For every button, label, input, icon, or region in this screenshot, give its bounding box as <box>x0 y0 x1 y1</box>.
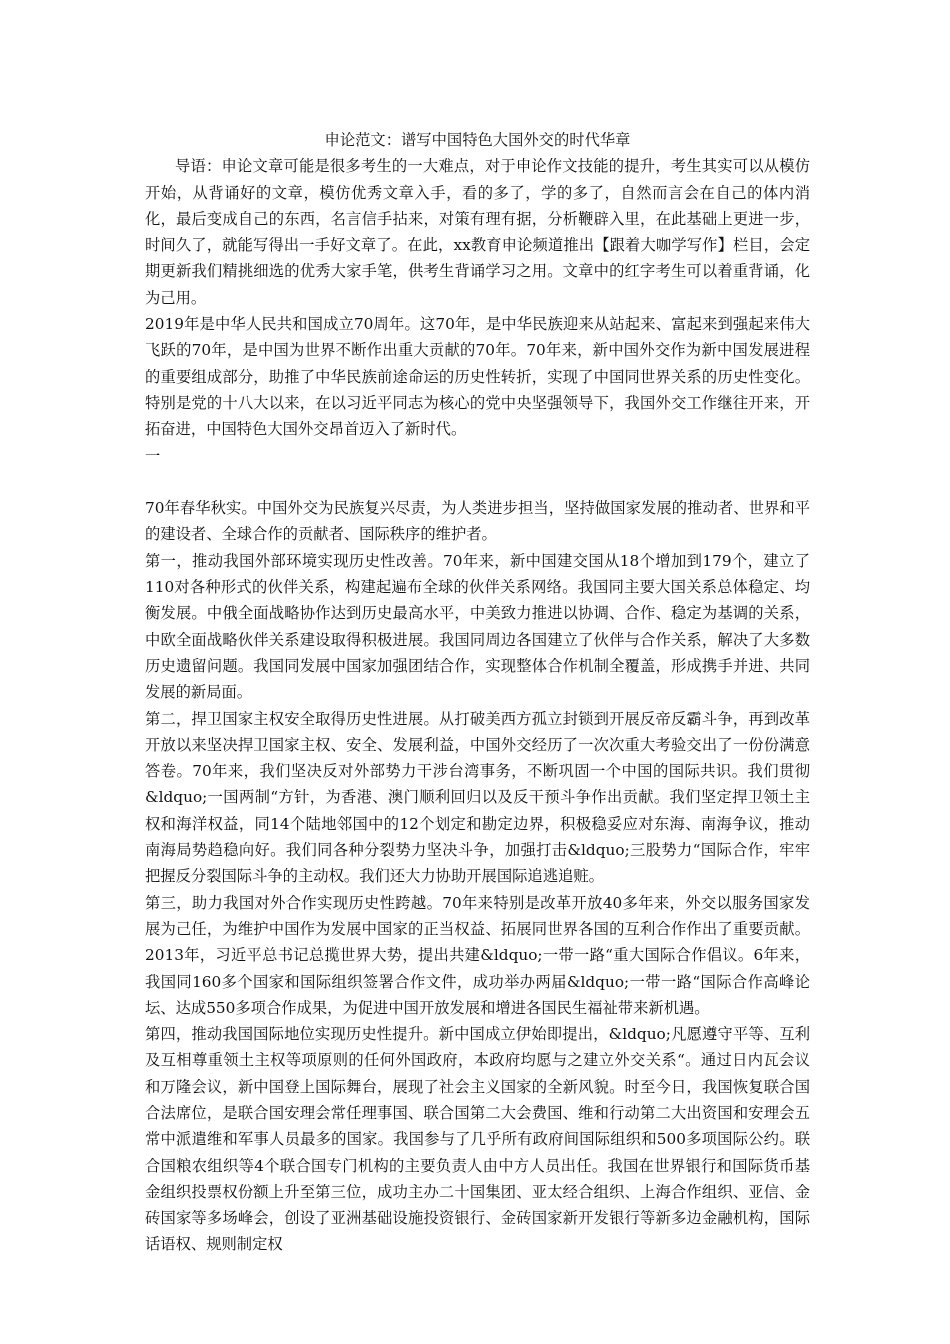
body-paragraph: 第一，推动我国外部环境实现历史性改善。70年来，新中国建交国从18个增加到179个，建立了110对各种形式的伙伴关系，构建起遍布全球的伙伴关系网络。我国同主要大国关系总体稳定、均衡发展。中俄全面战略协作达到历史最高水平，中美致力推进以协调、合作、稳定为基调的关系，中欧全面战略伙伴关系建设取得积极进展。我国同周边各国建立了伙伴与合作关系，解决了大多数历史遗留问题。我国同发展中国家加强团结合作，实现整体合作机制全覆盖，形成携手并进、共同发展的新局面。 <box>145 551 810 702</box>
body-paragraph: 第二，捍卫国家主权安全取得历史性进展。从打破美西方孤立封锁到开展反帝反霸斗争，再到改革开放以来坚决捍卫国家主权、安全、发展利益，中国外交经历了一次次重大考验交出了一份份满意答卷。70年来，我们坚决反对外部势力干涉台湾事务，不断巩固一个中国的国际共识。我们贯彻&ldquo;一国两制“方针，为香港、澳门顺利回归以及反干预斗争作出贡献。我们坚定捍卫领土主权和海洋权益，同14个陆地邻国中的12个划定和勘定边界，积极稳妥应对东海、南海争议，推动南海局势趋稳向好。我们同各种分裂势力坚决斗争，加强打击&ldquo;三股势力“国际合作，牢牢把握反分裂国际斗争的主动权。我们还大力协助开展国际追逃追赃。 <box>145 709 810 886</box>
body-paragraph: 第三，助力我国对外合作实现历史性跨越。70年来特别是改革开放40多年来，外交以服务国家发展为己任，为维护中国作为发展中国家的正当权益、拓展同世界各国的互利合作作出了重要贡献。2013年，习近平总书记总揽世界大势，提出共建&ldquo;一带一路“重大国际合作倡议。6年来，我国同160多个国家和国际组织签署合作文件，成功举办两届&ldquo;一带一路“国际合作高峰论坛、达成550多项合作成果，为促进中国开放发展和增进各国民生福祉带来新机遇。 <box>145 893 810 1017</box>
document-page <box>145 127 810 1258</box>
body-paragraph: 第四，推动我国国际地位实现历史性提升。新中国成立伊始即提出，&ldquo;凡愿遵守平等、互利及互相尊重领土主权等项原则的任何外国政府，本政府均愿与之建立外交关系“。通过日内瓦会议和万隆会议，新中国登上国际舞台，展现了社会主义国家的全新风貌。时至今日，我国恢复联合国合法席位，是联合国安理会常任理事国、联合国第二大会费国、维和行动第二大出资国和安理会五常中派遣维和军事人员最多的国家。我国参与了几乎所有政府间国际组织和500多项国际公约。联合国粮农组织等4个联合国专门机构的主要负责人由中方人员出任。我国在世界银行和国际货币基金组织投票权份额上升至第三位，成功主办二十国集团、亚太经合组织、上海合作组织、亚信、金砖国家等多场峰会，创设了亚洲基础设施投资银行、金砖国家新开发银行等新多边金融机构，国际话语权、规则制定权 <box>145 1025 810 1254</box>
body-paragraph: 2019年是中华人民共和国成立70周年。这70年，是中华民族迎来从站起来、富起来到强起来伟大飞跃的70年，是中国为世界不断作出重大贡献的70年。70年来，新中国外交作为新中国发展进程的重要组成部分，助推了中华民族前途命运的历史性转折，实现了中国同世界关系的历史性变化。特别是党的十八大以来，在以习近平同志为核心的党中央坚强领导下，我国外交工作继往开来，开拓奋进，中国特色大国外交昂首迈入了新时代。 <box>145 315 810 439</box>
document-title: 申论范文：谱写中国特色大国外交的时代华章 <box>324 131 631 149</box>
section-marker: 一 <box>145 446 161 465</box>
body-paragraph: 70年春华秋实。中国外交为民族复兴尽责，为人类进步担当，坚持做国家发展的推动者、世界和平的建设者、全球合作的贡献者、国际秩序的维护者。 <box>145 499 810 544</box>
intro-paragraph: 导语：申论文章可能是很多考生的一大难点，对于申论作文技能的提升，考生其实可以从模仿开始，从背诵好的文章，模仿优秀文章入手，看的多了，学的多了，自然而言会在自己的体内消化，最后变成自己的东西，名言信手拈来，对策有理有据，分析鞭辟入里，在此基础上更进一步，时间久了，就能写得出一手好文章了。在此，xx教育申论频道推出【跟着大咖学写作】栏目，会定期更新我们精挑细选的优秀大家手笔，供考生背诵学习之用。文章中的红字考生可以着重背诵，化为己用。 <box>145 157 810 307</box>
